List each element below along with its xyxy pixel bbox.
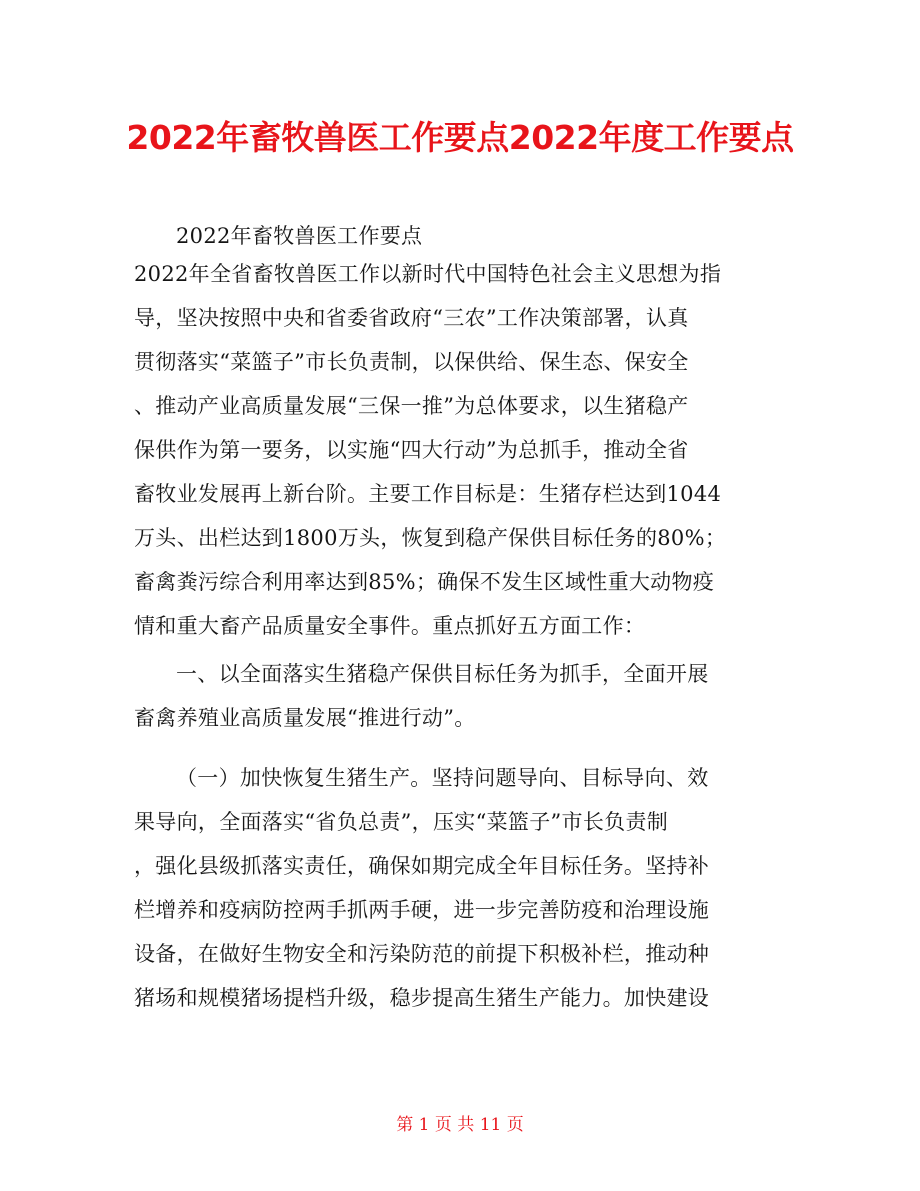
paragraph-line: 2022年全省畜牧兽医工作以新时代中国特色社会主义思想为指 [134, 262, 722, 286]
paragraph-line: 畜牧业发展再上新台阶。主要工作目标是：生猪存栏达到1044 [134, 482, 722, 506]
paragraph-line: 畜禽粪污综合利用率达到85%；确保不发生区域性重大动物疫 [134, 570, 715, 594]
document-title: 2022年畜牧兽医工作要点2022年度工作要点 [126, 118, 794, 157]
paragraph-line: 一、以全面落实生猪稳产保供目标任务为抓手，全面开展 [176, 662, 709, 686]
paragraph-line: 万头、出栏达到1800万头，恢复到稳产保供目标任务的80%； [134, 526, 727, 550]
paragraph-line: ，强化县级抓落实责任，确保如期完成全年目标任务。坚持补 [134, 854, 710, 878]
paragraph-line: 猪场和规模猪场提档升级，稳步提高生猪生产能力。加快建设 [134, 986, 710, 1010]
paragraph-line: 情和重大畜产品质量安全事件。重点抓好五方面工作： [134, 614, 646, 638]
paragraph-line: 保供作为第一要务，以实施“四大行动”为总抓手，推动全省 [134, 438, 689, 462]
paragraph-line: 栏增养和疫病防控两手抓两手硬，进一步完善防疫和治理设施 [134, 898, 710, 922]
paragraph-line: （一）加快恢复生猪生产。坚持问题导向、目标导向、效 [176, 766, 709, 790]
page-footer [0, 1110, 920, 1140]
paragraph-line: 导，坚决按照中央和省委省政府“三农”工作决策部署，认真 [134, 306, 689, 330]
page-number: 第 1 页 共 11 页 [396, 1115, 524, 1135]
paragraph-line: 2022年畜牧兽医工作要点 [176, 224, 423, 248]
paragraph-line: 设备，在做好生物安全和污染防范的前提下积极补栏，推动种 [134, 942, 710, 966]
paragraph-line: 贯彻落实“菜篮子”市长负责制，以保供给、保生态、保安全 [134, 350, 689, 374]
paragraph-line: 果导向，全面落实“省负总责”，压实“菜篮子”市长负责制 [134, 810, 669, 834]
paragraph-line: 、推动产业高质量发展“三保一推”为总体要求，以生猪稳产 [134, 394, 689, 418]
paragraph-line: 畜禽养殖业高质量发展“推进行动”。 [134, 706, 476, 730]
